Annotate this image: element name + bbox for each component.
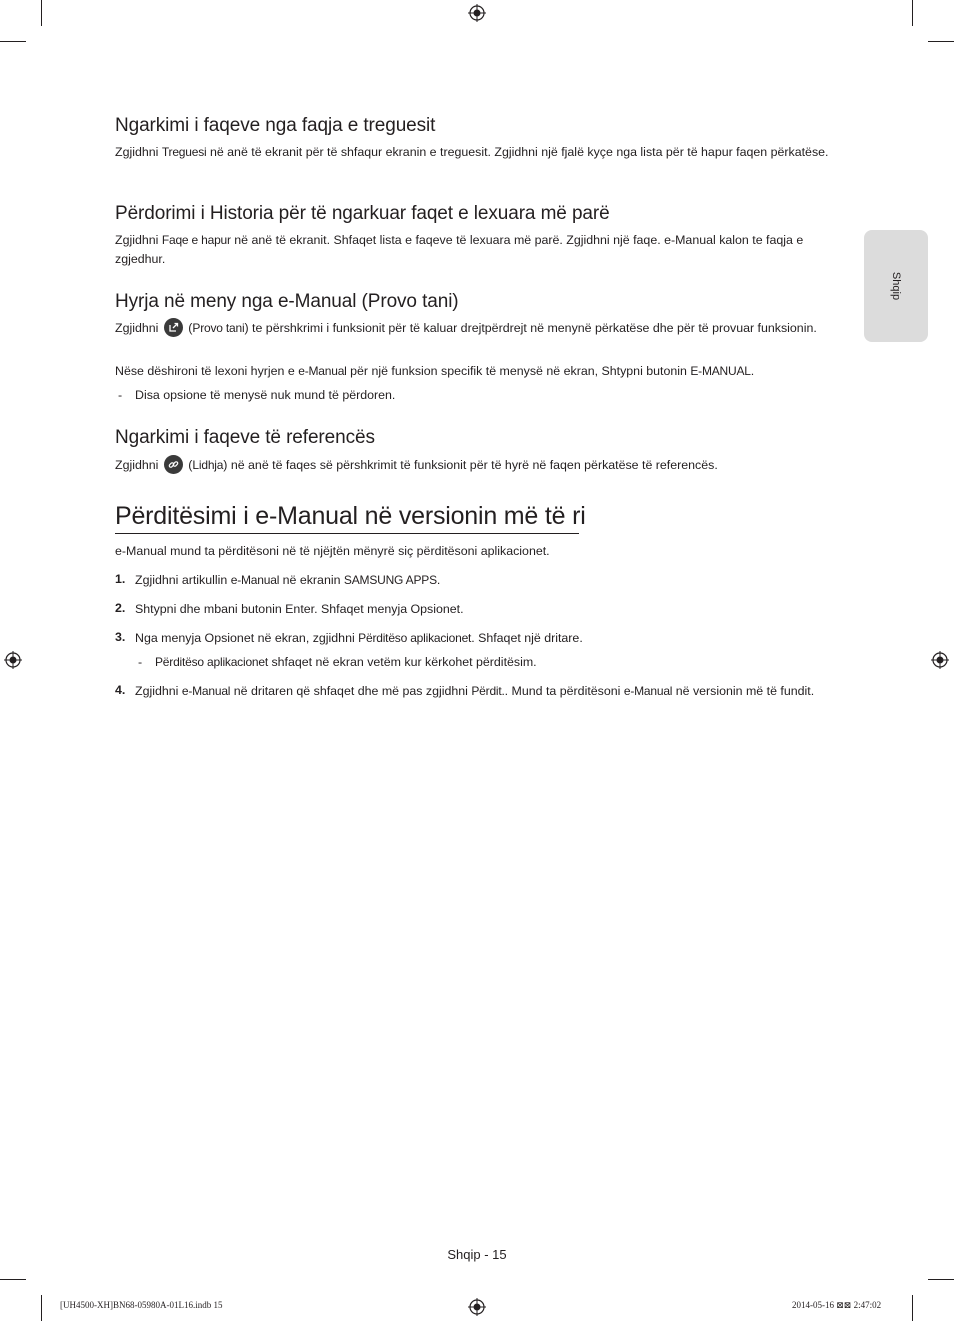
section-heading: Ngarkimi i faqeve nga faqja e treguesit: [115, 115, 436, 136]
link-icon: [164, 455, 183, 474]
page-number: Shqip - 15: [447, 1247, 507, 1262]
side-tab-label: Shqip: [890, 271, 902, 301]
crop-mark: [41, 1295, 42, 1321]
update-title: Përditësimi i e-Manual në versionin më të ri: [115, 502, 586, 530]
section-heading: Përdorimi i Historia për të ngarkuar faqet e lexuara më parë: [115, 203, 610, 224]
crop-mark: [0, 41, 26, 42]
step-text: Nga menyja Opsionet në ekran, zgjidhni Përditëso aplikacionet. Shfaqet një dritare.: [135, 631, 583, 645]
section-paragraph: Zgjidhni Faqe e hapur në anë të ekranit. Shfaqet lista e faqeve të lexuara më parë. Zgjidhni një faqe. e-Manual kalon te faqja e zgjedhur.: [115, 233, 804, 266]
jump-arrow-icon: [164, 318, 183, 337]
section-paragraph: Zgjidhni Treguesi në anë të ekranit për të shfaqur ekranin e treguesit. Zgjidhni një fjalë kyçe nga lista për të hapur faqen përkatëse.: [115, 145, 829, 159]
note-dash: -: [118, 388, 123, 402]
step-text: Zgjidhni artikullin e-Manual në ekranin SAMSUNG APPS.: [135, 573, 441, 587]
section-paragraph: Zgjidhni (Provo tani) te përshkrimi i funksionit për të kaluar drejtpërdrejt në menynë përkatëse dhe për të provuar funksionin.: [115, 318, 830, 338]
step-number: 2.: [115, 601, 126, 615]
note-dash: -: [138, 655, 143, 669]
crop-mark: [0, 1279, 26, 1280]
step-number: 4.: [115, 683, 126, 697]
step-note: Përditëso aplikacionet shfaqet në ekran vetëm kur kërkohet përditësim.: [155, 655, 537, 669]
file-info: [UH4500-XH]BN68-05980A-01L16.indb 15: [60, 1300, 223, 1310]
section-heading: Hyrja në meny nga e-Manual (Provo tani): [115, 291, 459, 312]
step-text: Zgjidhni e-Manual në dritaren që shfaqet dhe më pas zgjidhni Përdit.. Mund ta përditësoni e-Manual në versionin më të fundit.: [135, 684, 815, 698]
crop-mark: [912, 0, 913, 26]
step-text: Shtypni dhe mbani butonin Enter. Shfaqet menyja Opsionet.: [135, 602, 464, 616]
crop-mark: [928, 1279, 954, 1280]
step-number: 1.: [115, 572, 126, 586]
title-underline: [115, 533, 579, 534]
crop-mark: [928, 41, 954, 42]
date-info: 2014-05-16 ⊠⊠ 2:47:02: [792, 1300, 882, 1310]
section-paragraph: Zgjidhni (Lidhja) në anë të faqes së përshkrimit të funksionit për të hyrë në faqen përkatëse të referencës.: [115, 455, 830, 475]
language-side-tab: [864, 230, 928, 342]
section-paragraph: Nëse dëshironi të lexoni hyrjen e e-Manual për një funksion specifik të menysë në ekran, Shtypni butonin E-MANUAL.: [115, 364, 755, 378]
registration-mark-icon: [468, 1298, 486, 1316]
step-number: 3.: [115, 630, 126, 644]
crop-mark: [41, 0, 42, 26]
crop-mark: [912, 1295, 913, 1321]
note-text: Disa opsione të menysë nuk mund të përdoren.: [135, 388, 396, 402]
registration-mark-icon: [4, 651, 22, 669]
registration-mark-icon: [931, 651, 949, 669]
section-heading: Ngarkimi i faqeve të referencës: [115, 427, 375, 448]
update-intro: e-Manual mund ta përditësoni në të njëjtën mënyrë siç përditësoni aplikacionet.: [115, 544, 550, 558]
registration-mark-icon: [468, 4, 486, 22]
